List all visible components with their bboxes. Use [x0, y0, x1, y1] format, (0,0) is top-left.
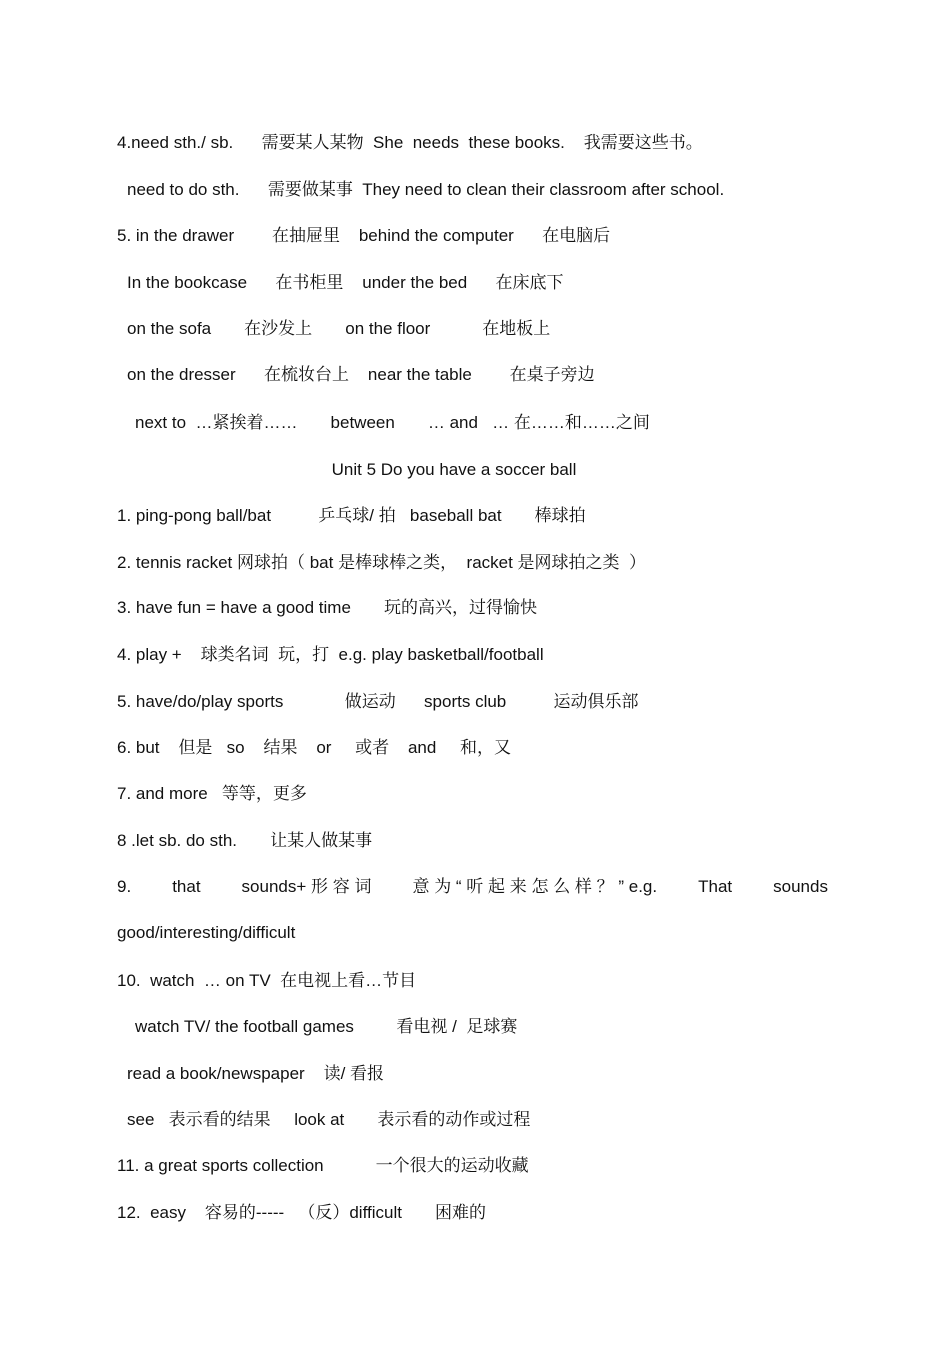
- unit5-line-9b: good/interesting/difficult: [117, 923, 296, 942]
- line9-part: 意 为 “ 听 起 来 怎 么 样 ？ ” e.g.: [412, 877, 658, 896]
- unit5-line-8: 8 .let sb. do sth. 让某人做某事: [117, 831, 373, 850]
- vocab-line-5d: on the dresser 在梳妆台上 near the table 在桌子旁边: [127, 365, 595, 384]
- line9-part: sounds+ 形 容 词: [241, 877, 372, 896]
- unit5-line-10c: read a book/newspaper 读/ 看报: [127, 1064, 385, 1083]
- unit5-line-5: 5. have/do/play sports 做运动 sports club 运动俱乐部: [117, 692, 639, 711]
- line9-part: sounds: [773, 877, 828, 896]
- vocab-line-5: 5. in the drawer 在抽屉里 behind the computer 在电脑后: [117, 226, 611, 245]
- unit5-line-11: 11. a great sports collection 一个很大的运动收藏: [117, 1156, 529, 1175]
- unit5-line-9: [117, 876, 828, 898]
- unit5-line-12: 12. easy 容易的----- （反）difficult 困难的: [117, 1203, 487, 1222]
- unit5-line-7: 7. and more 等等，更多: [117, 784, 307, 803]
- unit5-line-10: 10. watch … on TV 在电视上看…节目: [117, 971, 417, 990]
- unit5-line-10b: watch TV/ the football games 看电视 / 足球赛: [135, 1017, 518, 1036]
- line9-part: that: [172, 877, 201, 896]
- unit-title: Unit 5 Do you have a soccer ball: [331, 460, 577, 479]
- unit5-line-3: 3. have fun = have a good time 玩的高兴，过得愉快: [117, 598, 537, 617]
- vocab-line-4b: need to do sth. 需要做某事 They need to clean their classroom after school.: [127, 180, 725, 199]
- unit5-line-4: 4. play + 球类名词 玩，打 e.g. play basketball/football: [117, 645, 544, 664]
- unit5-line-10d: see 表示看的结果 look at 表示看的动作或过程: [127, 1110, 531, 1129]
- unit5-line-1: 1. ping-pong ball/bat 乒乓球/ 拍 baseball bat 棒球拍: [117, 506, 586, 525]
- vocab-line-4: 4.need sth./ sb. 需要某人某物 She needs these books. 我需要这些书。: [117, 133, 703, 152]
- unit5-line-2: 2. tennis racket 网球拍（ bat 是棒球棒之类， racket 是网球拍之类 ）: [117, 553, 646, 572]
- vocab-line-5b: In the bookcase 在书柜里 under the bed 在床底下: [127, 273, 564, 292]
- unit5-line-6: 6. but 但是 so 结果 or 或者 and 和，又: [117, 738, 511, 757]
- vocab-line-5c: on the sofa 在沙发上 on the floor 在地板上: [127, 319, 551, 338]
- line9-part: That: [698, 877, 733, 896]
- line9-part: 9.: [117, 877, 132, 896]
- vocab-line-5e: next to …紧挨着…… between … and … 在……和……之间: [135, 413, 650, 432]
